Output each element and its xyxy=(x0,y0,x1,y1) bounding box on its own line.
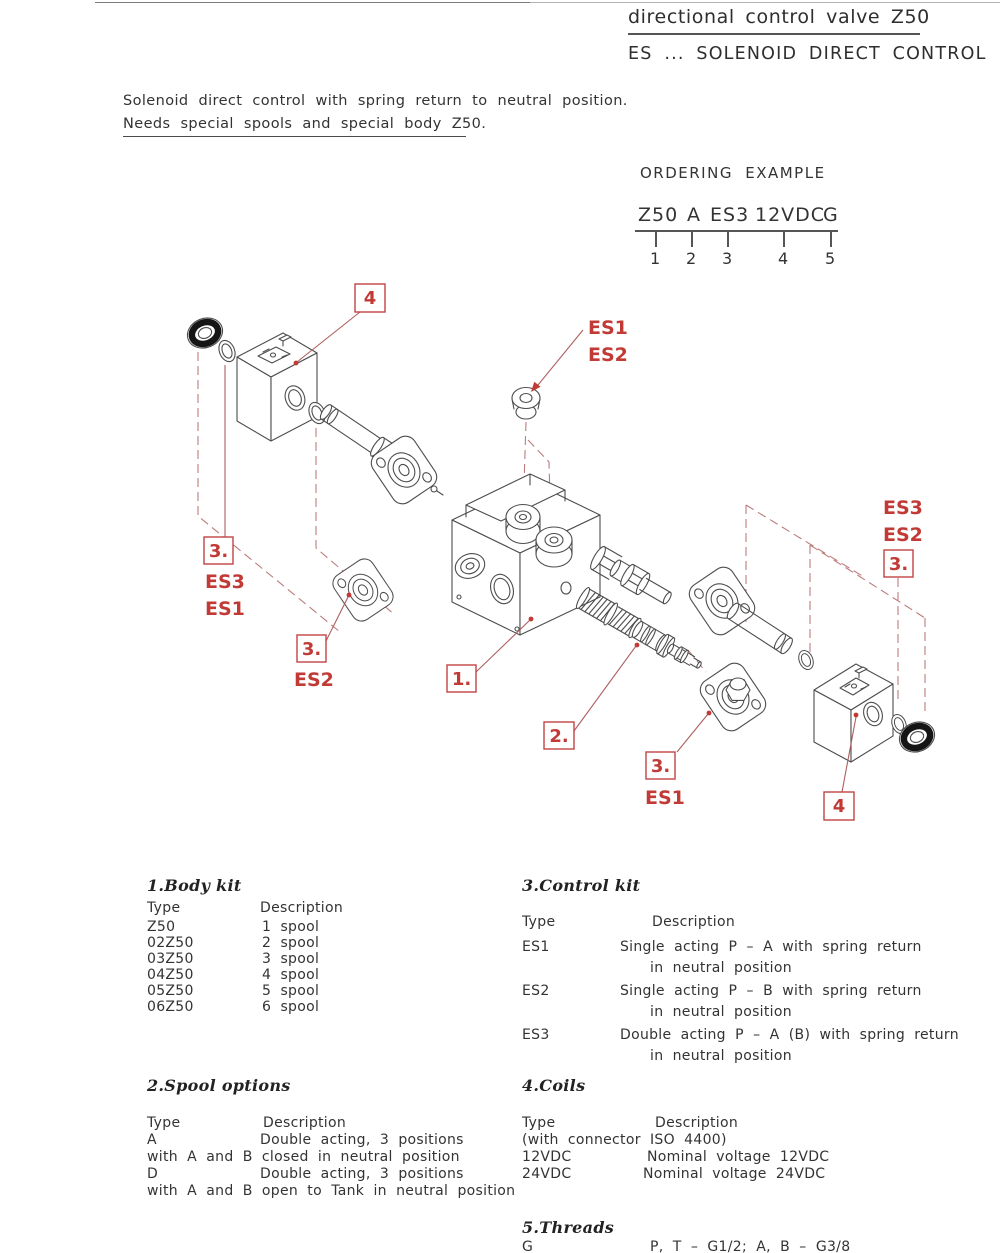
table-cell: ES1 xyxy=(522,939,550,955)
coils-note: (with connector ISO 4400) xyxy=(522,1132,727,1148)
callout-4-left-label: 4 xyxy=(363,288,377,309)
label-es3-left: ES3 xyxy=(205,571,245,593)
table-cell: ES2 xyxy=(522,983,550,999)
ordering-heading: ORDERING EXAMPLE xyxy=(640,164,826,182)
armature-tube-right xyxy=(725,602,794,656)
intro-line-1: Solenoid direct control with spring return to neutral position. xyxy=(123,93,628,109)
page-subtitle: ES ... SOLENOID DIRECT CONTROL xyxy=(628,44,987,64)
desc-note: in neutral position xyxy=(650,1004,792,1020)
table-cell: G xyxy=(522,1239,534,1253)
ordering-pos-3: 3 xyxy=(722,249,733,268)
callout-3-right-lower-label: 3. xyxy=(650,756,671,777)
ordering-pos-4: 4 xyxy=(778,249,789,268)
table-cell xyxy=(620,1023,990,1067)
table-cell: 1 spool xyxy=(262,919,320,935)
table-cell: 5 spool xyxy=(262,983,320,999)
table-cell: 2 spool xyxy=(262,935,320,951)
threads-heading: 5.Threads xyxy=(522,1218,615,1237)
body-kit-table xyxy=(147,900,487,1015)
ordering-underline xyxy=(635,230,838,232)
ordering-tick-2 xyxy=(691,231,693,247)
exploded-diagram xyxy=(170,268,970,843)
desc-line: Double acting P – A (B) with spring return xyxy=(620,1027,959,1043)
body-kit-heading: 1.Body kit xyxy=(147,876,242,895)
callout-4-right-label: 4 xyxy=(832,796,846,817)
body-kit-col-type: Type xyxy=(147,900,181,916)
table-cell: 02Z50 xyxy=(147,935,194,951)
callout-3-left-label: 3. xyxy=(208,541,229,562)
table-cell: 06Z50 xyxy=(147,999,194,1015)
label-es1-left: ES1 xyxy=(205,598,245,620)
control-kit-table xyxy=(522,912,990,1067)
callout-1-label: 1. xyxy=(451,669,472,690)
ordering-part-4: 12VDC xyxy=(755,204,826,226)
label-es2-right: ES2 xyxy=(883,524,923,546)
spool-type: D xyxy=(147,1166,159,1182)
solenoid-coil-right xyxy=(814,664,893,762)
section-coils xyxy=(522,1076,962,1183)
relief-valve xyxy=(588,545,676,611)
flange-right-lower xyxy=(696,659,770,735)
coils-col-desc: Description xyxy=(655,1115,739,1131)
table-cell: 05Z50 xyxy=(147,983,194,999)
desc-line: Single acting P – B with spring return xyxy=(620,983,922,999)
table-cell: 12VDC xyxy=(522,1149,572,1165)
table-cell: P, T – G1/2; A, B – G3/8 xyxy=(650,1239,851,1253)
coils-table xyxy=(522,1115,962,1183)
ordering-pos-1: 1 xyxy=(650,249,661,268)
spool-options-heading: 2.Spool options xyxy=(147,1076,291,1095)
top-rule-light xyxy=(530,2,1000,3)
table-cell: 6 spool xyxy=(262,999,320,1015)
threads-table xyxy=(522,1239,962,1253)
ordering-tick-1 xyxy=(655,231,657,247)
desc-line: Single acting P – A with spring return xyxy=(620,939,922,955)
desc-note: in neutral position xyxy=(650,1048,792,1064)
table-cell: 24VDC xyxy=(522,1166,572,1182)
ordering-tick-5 xyxy=(830,231,832,247)
table-row xyxy=(147,1115,522,1132)
title-underline xyxy=(628,33,920,35)
coils-col-type: Type xyxy=(522,1115,556,1131)
table-cell: Nominal voltage 12VDC xyxy=(647,1149,830,1165)
table-note: with A and B closed in neutral position xyxy=(147,1149,460,1165)
table-cell: Nominal voltage 24VDC xyxy=(643,1166,826,1182)
ordering-pos-5: 5 xyxy=(825,249,836,268)
callout-3-mid-label: 3. xyxy=(301,639,322,660)
table-cell: 04Z50 xyxy=(147,967,194,983)
table-row xyxy=(147,1132,522,1149)
ordering-part-1: Z50 xyxy=(638,204,679,226)
callout-2-label: 2. xyxy=(549,726,569,747)
callout-3-right-label: 3. xyxy=(888,554,909,575)
ordering-part-5: G xyxy=(823,204,839,226)
valve-body xyxy=(452,474,600,635)
o-ring-right-1 xyxy=(796,648,816,671)
top-rule-dark xyxy=(95,2,530,3)
control-kit-col-type: Type xyxy=(522,914,556,930)
table-note: with A and B open to Tank in neutral position xyxy=(147,1183,516,1199)
col-type: Type xyxy=(147,1115,181,1131)
table-row xyxy=(147,1166,522,1183)
section-body-kit xyxy=(147,876,487,1015)
label-es2-top: ES2 xyxy=(588,344,628,366)
label-es3-right: ES3 xyxy=(883,497,923,519)
o-ring-left-1 xyxy=(216,338,238,364)
solenoid-coil-left xyxy=(237,333,317,441)
table-cell: 4 spool xyxy=(262,967,320,983)
table-cell: Z50 xyxy=(147,919,176,935)
spool-desc: Double acting, 3 positions xyxy=(260,1166,464,1182)
control-kit-heading: 3.Control kit xyxy=(522,876,641,895)
label-es1-top: ES1 xyxy=(588,317,628,339)
coils-heading: 4.Coils xyxy=(522,1076,586,1095)
ordering-part-2: A xyxy=(687,204,701,226)
spool-desc: Double acting, 3 positions xyxy=(260,1132,464,1148)
table-cell xyxy=(620,937,990,979)
spool-type: A xyxy=(147,1132,157,1148)
table-cell: 3 spool xyxy=(262,951,320,967)
plug-es1-es2 xyxy=(512,388,540,420)
intro-underline xyxy=(123,136,466,137)
section-control-kit xyxy=(522,876,990,1067)
intro-line-2: Needs special spools and special body Z50. xyxy=(123,116,487,132)
page-title: directional control valve Z50 xyxy=(628,6,930,28)
control-kit-col-desc: Description xyxy=(652,914,736,930)
body-kit-col-desc: Description xyxy=(260,900,344,916)
desc-note: in neutral position xyxy=(650,960,792,976)
flange-right-upper xyxy=(685,563,759,639)
section-threads xyxy=(522,1218,962,1253)
intro-text xyxy=(123,90,628,136)
table-cell: 03Z50 xyxy=(147,951,194,967)
spool-options-table xyxy=(147,1115,522,1200)
ordering-tick-3 xyxy=(727,231,729,247)
label-es2-mid: ES2 xyxy=(294,669,334,691)
col-desc: Description xyxy=(263,1115,347,1131)
table-cell xyxy=(620,979,990,1023)
table-cell: ES3 xyxy=(522,1027,550,1043)
section-spool-options xyxy=(147,1076,522,1200)
ordering-pos-2: 2 xyxy=(686,249,697,268)
ordering-part-3: ES3 xyxy=(710,204,750,226)
label-es1-right: ES1 xyxy=(645,787,685,809)
ordering-tick-4 xyxy=(783,231,785,247)
